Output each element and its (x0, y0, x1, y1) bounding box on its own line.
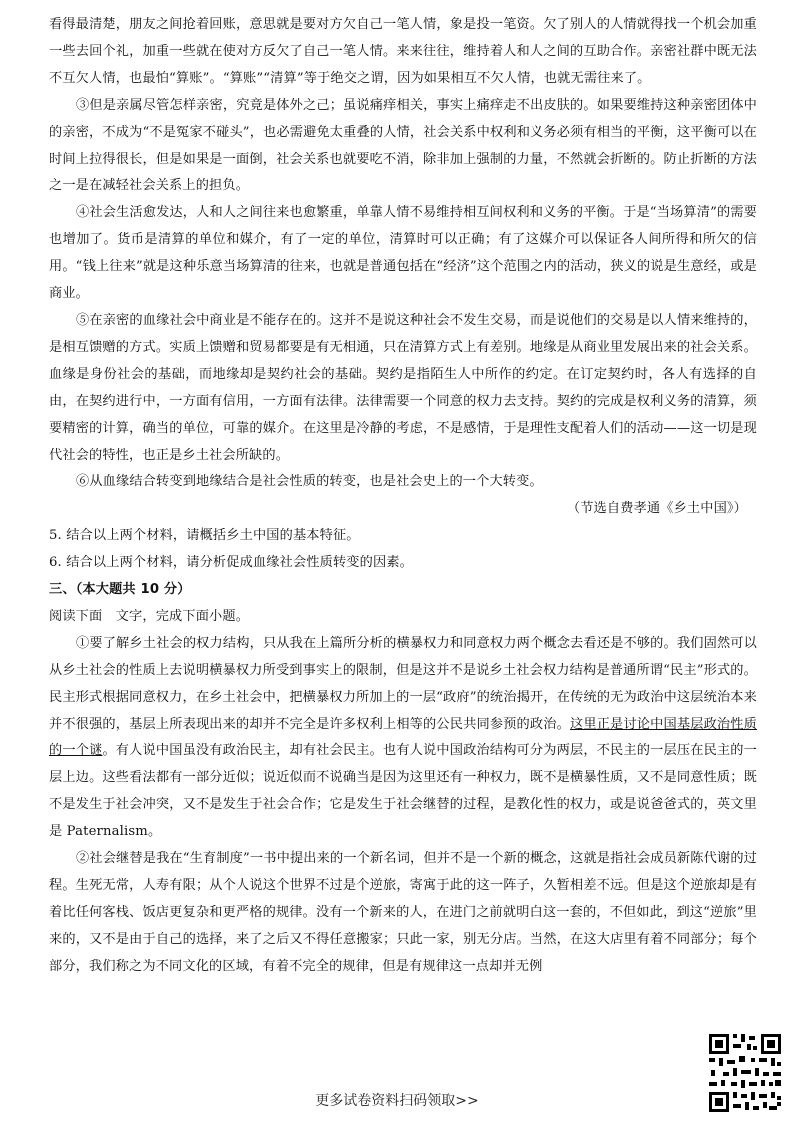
reading-paragraph-1-part-b: 。有人说中国虽没有政治民主，却有社会民主。也有人说中国政治结构可分为两层，不民主的一层压在民主的一层上边。这些看法都有一部分近似；说近似而不说确当是因为这里还有一种权力，既不是横暴性质，又不是同意性质；既不是发生于社会冲突，又不是发生于社会合作；它是发生于社会继替的过程，是教化性的权力，或是说爸爸式的，英文里是 Paternalism。 (49, 743, 757, 840)
reading-paragraph-2: ②社会继替是我在“生育制度”一书中提出来的一个新名词，但并不是一个新的概念，这就是指社会成员新陈代谢的过程。生死无常，人寿有限；从个人说这个世界不过是个逆旅，寄寓于此的这一阵子，久暂相差不远。但是这个逆旅却是有着比任何客栈、饭店更复杂和更严格的规律。没有一个新来的人，在进门之前就明白这一套的，不但如此，到这“逆旅”里来的，又不是由于自己的选择，来了之后又不得任意搬家；只此一家，别无分店。当然，在这大店里有着不同部分；每个部分，我们称之为不同文化的区域，有着不完全的规律，但是有规律这一点却并无例 (49, 851, 757, 974)
reading-paragraph-1 (49, 631, 757, 846)
paragraph-intro: 看得最清楚，朋友之间抢着回账，意思就是要对方欠自己一笔人情，象是投一笔资。欠了别人的人情就得找一个机会加重一些去回个礼，加重一些就在使对方反欠了自己一笔人情。来来往往，维持着人和人之间的互助合作。亲密社群中既无法不互欠人情，也最怕“算账”。“算账”“清算”等于绝交之谓，因为如果相互不欠人情，也就无需往来了。 (49, 17, 757, 86)
source-citation: （节选自费孝通《乡土中国》） (566, 501, 747, 517)
reading-paragraph-1-part-a: ①要了解乡土社会的权力结构，只从我在上篇所分析的横暴权力和同意权力两个概念去看还是不够的。我们固然可以从乡土社会的性质上去说明横暴权力所受到事实上的限制，但是这并不是说乡土社会权力结构是普通所谓“民主”形式的。民主形式根据同意权力，在乡土社会中，把横暴权力所加上的一层“政府”的统治揭开，在传统的无为政治中这层统治本来并不很强的，基层上所表现出来的却并不完全是许多权利上相等的公民共同参预的政治。 (49, 635, 757, 732)
paragraph-4: ④社会生活愈发达，人和人之间往来也愈繁重，单靠人情不易维持相互间权利和义务的平衡。于是“当场算清”的需要也增加了。货币是清算的单位和媒介，有了一定的单位，清算时可以正确；有了这媒介可以保证各人间所得和所欠的信用。“钱上往来”就是这种乐意当场算清的往来，也就是普通包括在“经济”这个范围之内的活动，狭义的说是生意经，或是商业。 (49, 205, 757, 302)
footer-link[interactable]: 更多试卷资料扫码领取>> (315, 1093, 479, 1109)
paragraph-3: ③但是亲属尽管怎样亲密，究竟是体外之己；虽说痛痒相关，事实上痛痒走不出皮肤的。如果要维持这种亲密团体中的亲密，不成为“不是冤家不碰头”，也必需避免太重叠的人情，社会关系中权利和义务必须有相当的平衡，这平衡可以在时间上拉得很长，但是如果是一面倒，社会关系也就要吃不消，除非加上强制的力量，不然就会折断的。防止折断的方法之一是在减轻社会关系上的担负。 (49, 97, 757, 194)
section-heading: 三、（本大题共 10 分） (49, 582, 191, 598)
paragraph-5: ⑤在亲密的血缘社会中商业是不能存在的。这并不是说这种社会不发生交易，而是说他们的交易是以人情来维持的，是相互馈赠的方式。实质上馈赠和贸易都要是有无相通，只在清算方式上有差别。地缘是从商业里发展出来的社会关系。血缘是身份社会的基础，而地缘却是契约社会的基础。契约是指陌生人中所作的约定。在订定契约时，各人有选择的自由，在契约进行中，一方面有信用，一方面有法律。法律需要一个同意的权力去支持。契约的完成是权利义务的清算，须要精密的计算，确当的单位，可靠的媒介。在这里是冷静的考虑，不是感情，于是理性支配着人们的活动——这一切是现代社会的特性，也正是乡土社会所缺的。 (49, 312, 757, 463)
underlined-sentence: 这里正是讨论中国基层政治性质的一个谜 (49, 716, 757, 759)
question-6: 6. 结合以上两个材料，请分析促成血缘社会性质转变的因素。 (49, 555, 413, 571)
reading-instruction: 阅读下面 文字，完成下面小题。 (49, 608, 250, 624)
paragraph-6: ⑥从血缘结合转变到地缘结合是社会性质的转变，也是社会史上的一个大转变。 (76, 474, 543, 490)
question-5: 5. 结合以上两个材料，请概括乡土中国的基本特征。 (49, 528, 360, 544)
document-body (49, 12, 757, 981)
